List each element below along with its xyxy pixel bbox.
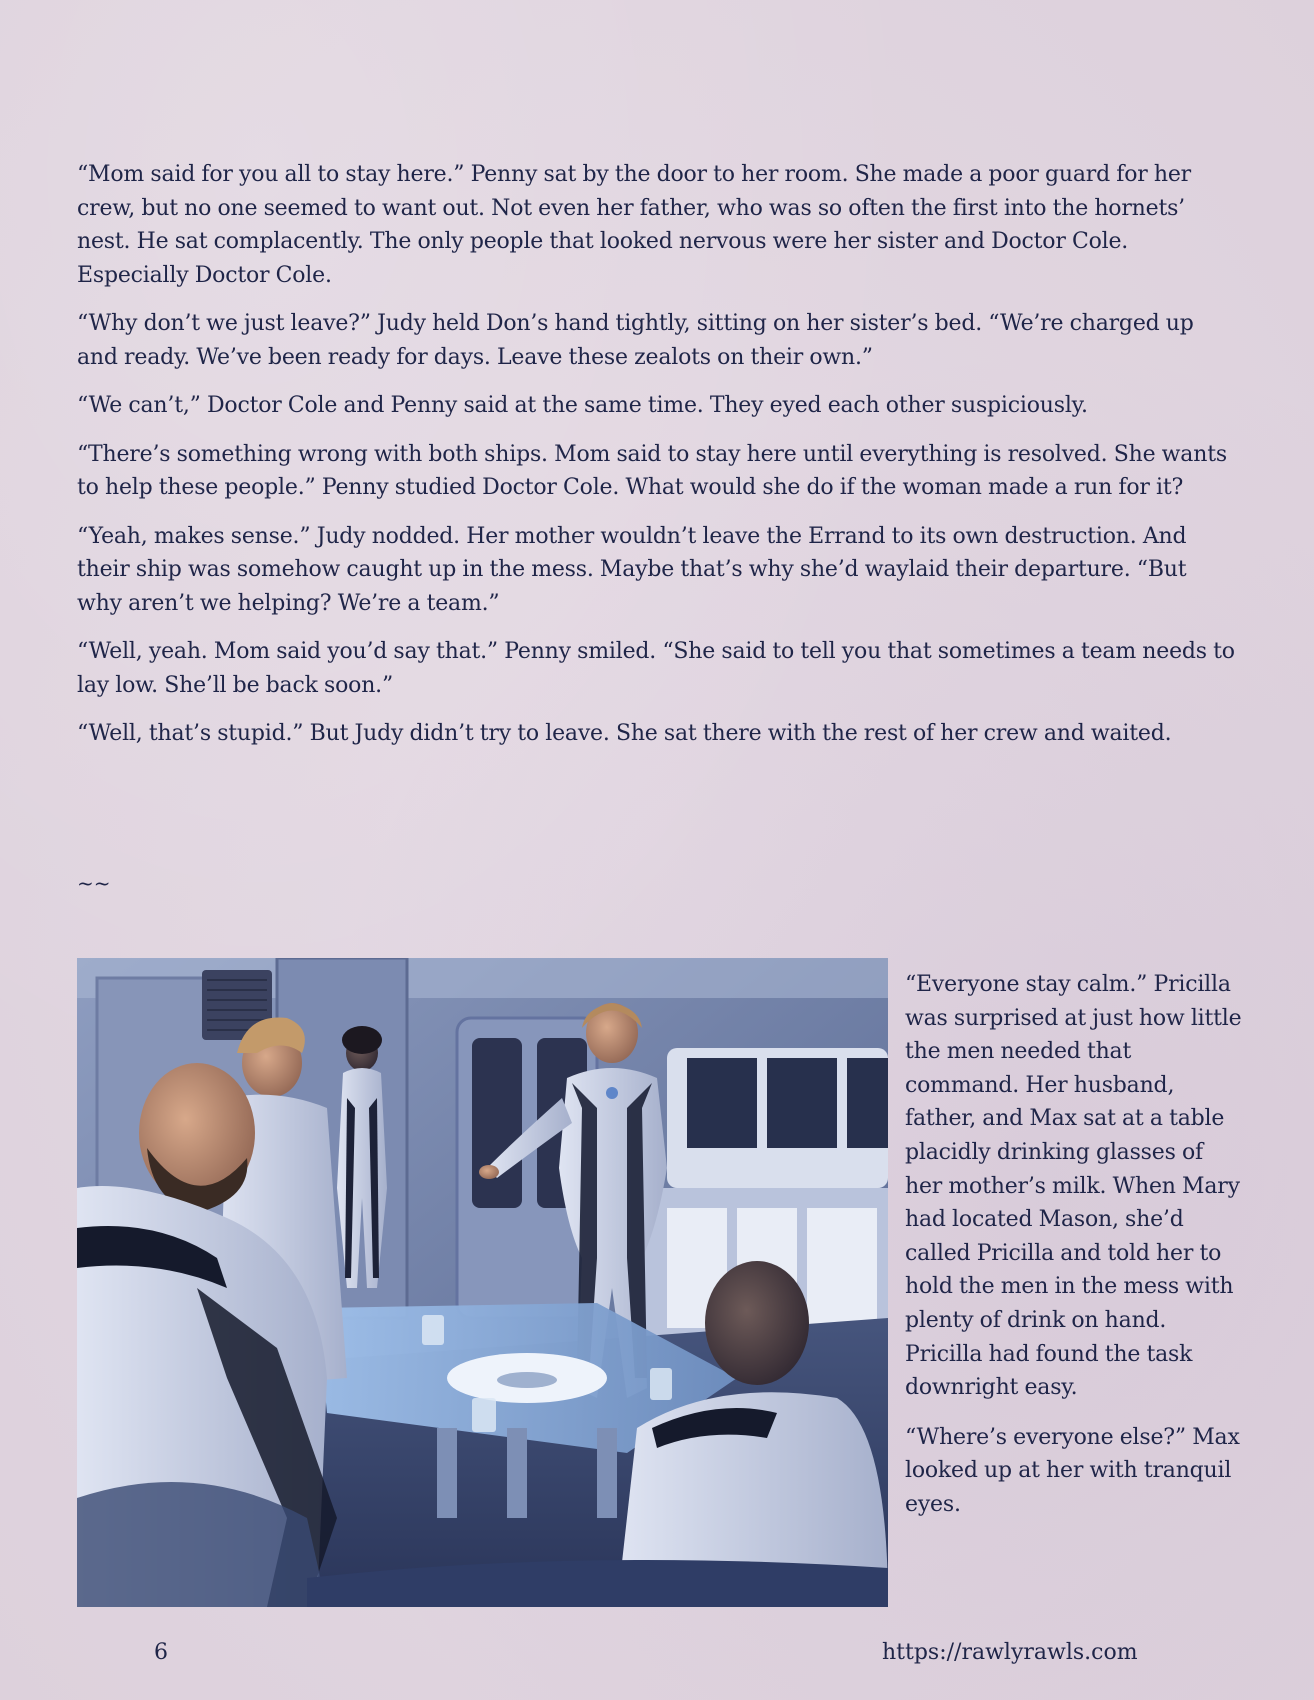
paragraph: “Well, yeah. Mom said you’d say that.” Penny smiled. “She said to tell you that sometimes a team needs to lay low. She’ll be back soon.”: [77, 639, 1235, 698]
main-text: [77, 158, 1237, 766]
paragraph: “Everyone stay calm.” Pricilla was surprised at just how little the men needed that command. Her husband, father, and Max sat at a table placidly drinking glasses of her mother’s milk. When Mary had located Mason, she’d called Pricilla and told her to hold the men in the mess with plenty of drink on hand. Pricilla had found the task downright easy.: [905, 972, 1242, 1401]
side-text: [905, 968, 1245, 1538]
footer-url[interactable]: https://rawlyrawls.com: [882, 1640, 1138, 1665]
paragraph: “Where’s everyone else?” Max looked up at her with tranquil eyes.: [905, 1424, 1240, 1517]
paragraph: “Mom said for you all to stay here.” Penny sat by the door to her room. She made a poor guard for her crew, but no one seemed to want out. Not even her father, who was so often the first into the hornets’ nest. He sat complacently. The only people that looked nervous were her sister and Doctor Cole. Especially Doctor Cole.: [77, 162, 1191, 288]
paragraph: “There’s something wrong with both ships. Mom said to stay here until everything is resolved. She wants to help these people.” Penny studied Doctor Cole. What would she do if the woman made a run for it?: [77, 441, 1227, 500]
page-number: 6: [154, 1640, 168, 1665]
paragraph: “Yeah, makes sense.” Judy nodded. Her mother wouldn’t leave the Errand to its own destruction. And their ship was somehow caught up in the mess. Maybe that’s why she’d waylaid their departure. “But why aren’t we helping? We’re a team.”: [77, 523, 1187, 616]
paragraph: “We can’t,” Doctor Cole and Penny said at the same time. They eyed each other suspiciously.: [77, 393, 1088, 418]
paragraph: “Well, that’s stupid.” But Judy didn’t try to leave. She sat there with the rest of her crew and waited.: [77, 721, 1172, 746]
paragraph: “Why don’t we just leave?” Judy held Don’s hand tightly, sitting on her sister’s bed. “We’re charged up and ready. We’ve been ready for days. Leave these zealots on their own.”: [77, 311, 1194, 370]
spaceship-mess-illustration: [77, 958, 888, 1607]
scene-break: ~~: [77, 871, 111, 895]
